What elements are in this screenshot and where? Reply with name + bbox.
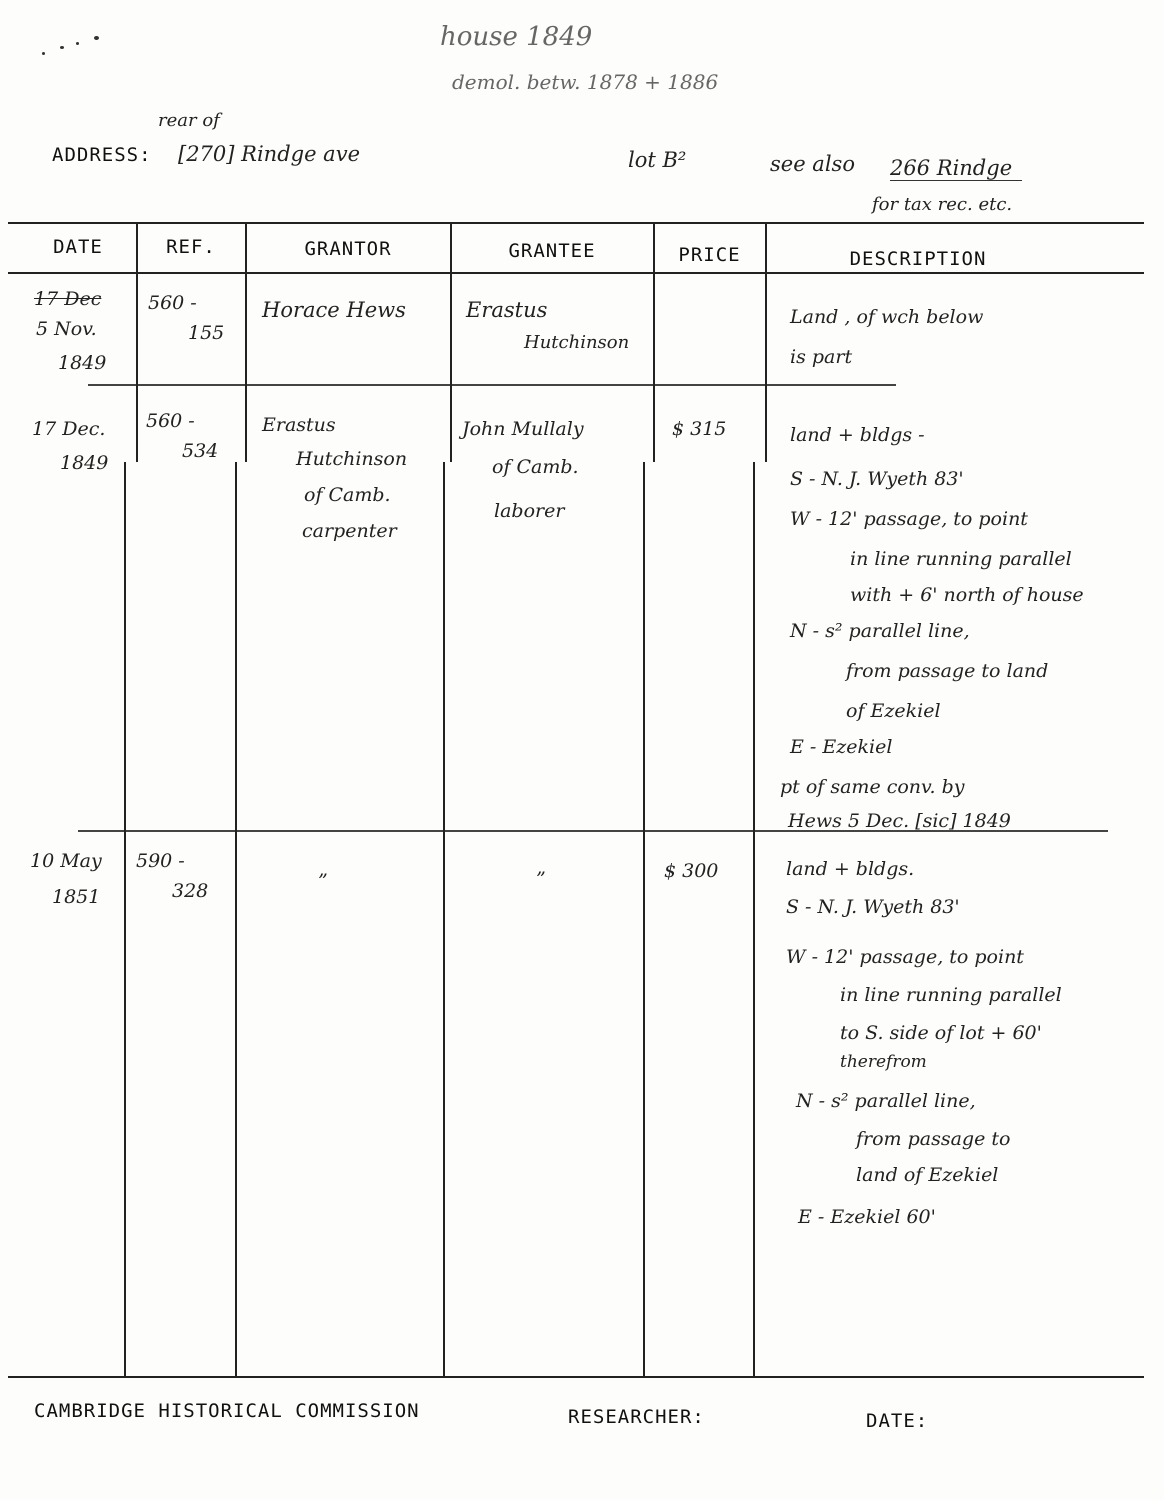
see-also-note: for tax rec. etc.	[872, 194, 1013, 215]
row3-desc-7: from passage to	[856, 1128, 1011, 1150]
see-also-label: see also	[770, 152, 855, 176]
row3-desc-9: E - Ezekiel 60'	[798, 1206, 936, 1228]
row2-grantee-line1: John Mullaly	[462, 418, 584, 440]
footer-researcher: RESEARCHER:	[568, 1406, 705, 1428]
row2-desc-8: E - Ezekiel	[790, 736, 893, 758]
see-also-ref: 266 Rindge	[890, 156, 1022, 181]
row3-ref-line2: 328	[172, 880, 209, 902]
row3-price: $ 300	[664, 860, 719, 882]
row1-grantee-line1: Erastus	[466, 298, 548, 322]
note-line-1: house 1849	[440, 22, 593, 52]
row2-date-line2: 1849	[60, 452, 109, 474]
row2-desc-9: pt of same conv. by	[780, 776, 965, 798]
row1-ref-line1: 560 -	[148, 292, 197, 314]
col-header-date: DATE	[53, 236, 103, 258]
col-divider-ref-lower	[235, 462, 237, 1376]
row3-desc-2: W - 12' passage, to point	[786, 946, 1024, 968]
row3-desc-5: therefrom	[840, 1052, 927, 1072]
address-insert: rear of	[158, 110, 220, 131]
row3-date-line2: 1851	[52, 886, 101, 908]
col-header-grantor: GRANTOR	[304, 238, 392, 260]
corner-marks	[42, 32, 102, 62]
row2-grantor-line3: of Camb.	[304, 484, 391, 506]
row1-grantee-line2: Hutchinson	[524, 332, 630, 353]
table-header-rule	[8, 272, 1144, 274]
row2-date-line1: 17 Dec.	[32, 418, 106, 440]
row1-date-struck: 17 Dec	[34, 288, 102, 310]
row2-grantee-line3: laborer	[494, 500, 565, 522]
row3-grantor-ditto: ”	[318, 870, 328, 892]
lot-number: lot B²	[628, 148, 687, 172]
col-header-price: PRICE	[678, 244, 741, 266]
table-top-rule	[8, 222, 1144, 224]
row2-ref-line2: 534	[182, 440, 219, 462]
row3-desc-8: land of Ezekiel	[856, 1164, 999, 1186]
col-header-description: DESCRIPTION	[849, 248, 987, 270]
row3-desc-4: to S. side of lot + 60'	[840, 1022, 1042, 1044]
row3-grantee-ditto: ”	[536, 868, 546, 890]
row3-desc-6: N - s² parallel line,	[796, 1090, 976, 1112]
address-value: [270] Rindge ave	[178, 142, 360, 166]
col-divider-price-lower	[753, 462, 755, 1376]
row1-desc-line1: Land , of wch below	[790, 306, 984, 328]
row2-desc-1: S - N. J. Wyeth 83'	[790, 468, 964, 490]
footer-date: DATE:	[866, 1410, 929, 1432]
footer-org: CAMBRIDGE HISTORICAL COMMISSION	[34, 1400, 420, 1422]
row2-grantor-line4: carpenter	[302, 520, 397, 542]
row2-desc-5: N - s² parallel line,	[790, 620, 970, 642]
row-divider-1	[88, 384, 896, 386]
row1-date-line1: 5 Nov.	[36, 318, 97, 340]
row1-date-line2: 1849	[58, 352, 107, 374]
col-divider-grantor-lower	[443, 462, 445, 1376]
row3-ref-line1: 590 -	[136, 850, 185, 872]
note-line-2: demol. betw. 1878 + 1886	[452, 70, 719, 94]
col-divider-date-lower	[124, 462, 126, 1376]
row2-desc-2: W - 12' passage, to point	[790, 508, 1028, 530]
row3-date-line1: 10 May	[30, 850, 102, 872]
address-label: ADDRESS:	[52, 144, 152, 166]
row1-grantor: Horace Hews	[262, 298, 406, 322]
row3-desc-0: land + bldgs.	[786, 858, 915, 880]
row2-price: $ 315	[672, 418, 727, 440]
col-divider-date	[136, 224, 138, 462]
row2-grantee-line2: of Camb.	[492, 456, 579, 478]
col-header-grantee: GRANTEE	[508, 240, 596, 262]
row2-grantor-line1: Erastus	[262, 414, 336, 436]
row3-desc-1: S - N. J. Wyeth 83'	[786, 896, 960, 918]
row2-desc-4: with + 6' north of house	[850, 584, 1084, 606]
col-divider-grantee-lower	[643, 462, 645, 1376]
row2-desc-10: Hews 5 Dec. [sic] 1849	[788, 810, 1011, 832]
row3-desc-3: in line running parallel	[840, 984, 1062, 1006]
row2-desc-7: of Ezekiel	[846, 700, 941, 722]
row1-desc-line2: is part	[790, 346, 853, 368]
row2-ref-line1: 560 -	[146, 410, 195, 432]
col-header-ref: REF.	[166, 236, 216, 258]
row2-desc-3: in line running parallel	[850, 548, 1072, 570]
row2-desc-0: land + bldgs -	[790, 424, 925, 446]
row2-grantor-line2: Hutchinson	[296, 448, 408, 470]
table-bottom-rule	[8, 1376, 1144, 1378]
row2-desc-6: from passage to land	[846, 660, 1049, 682]
row1-ref-line2: 155	[188, 322, 225, 344]
